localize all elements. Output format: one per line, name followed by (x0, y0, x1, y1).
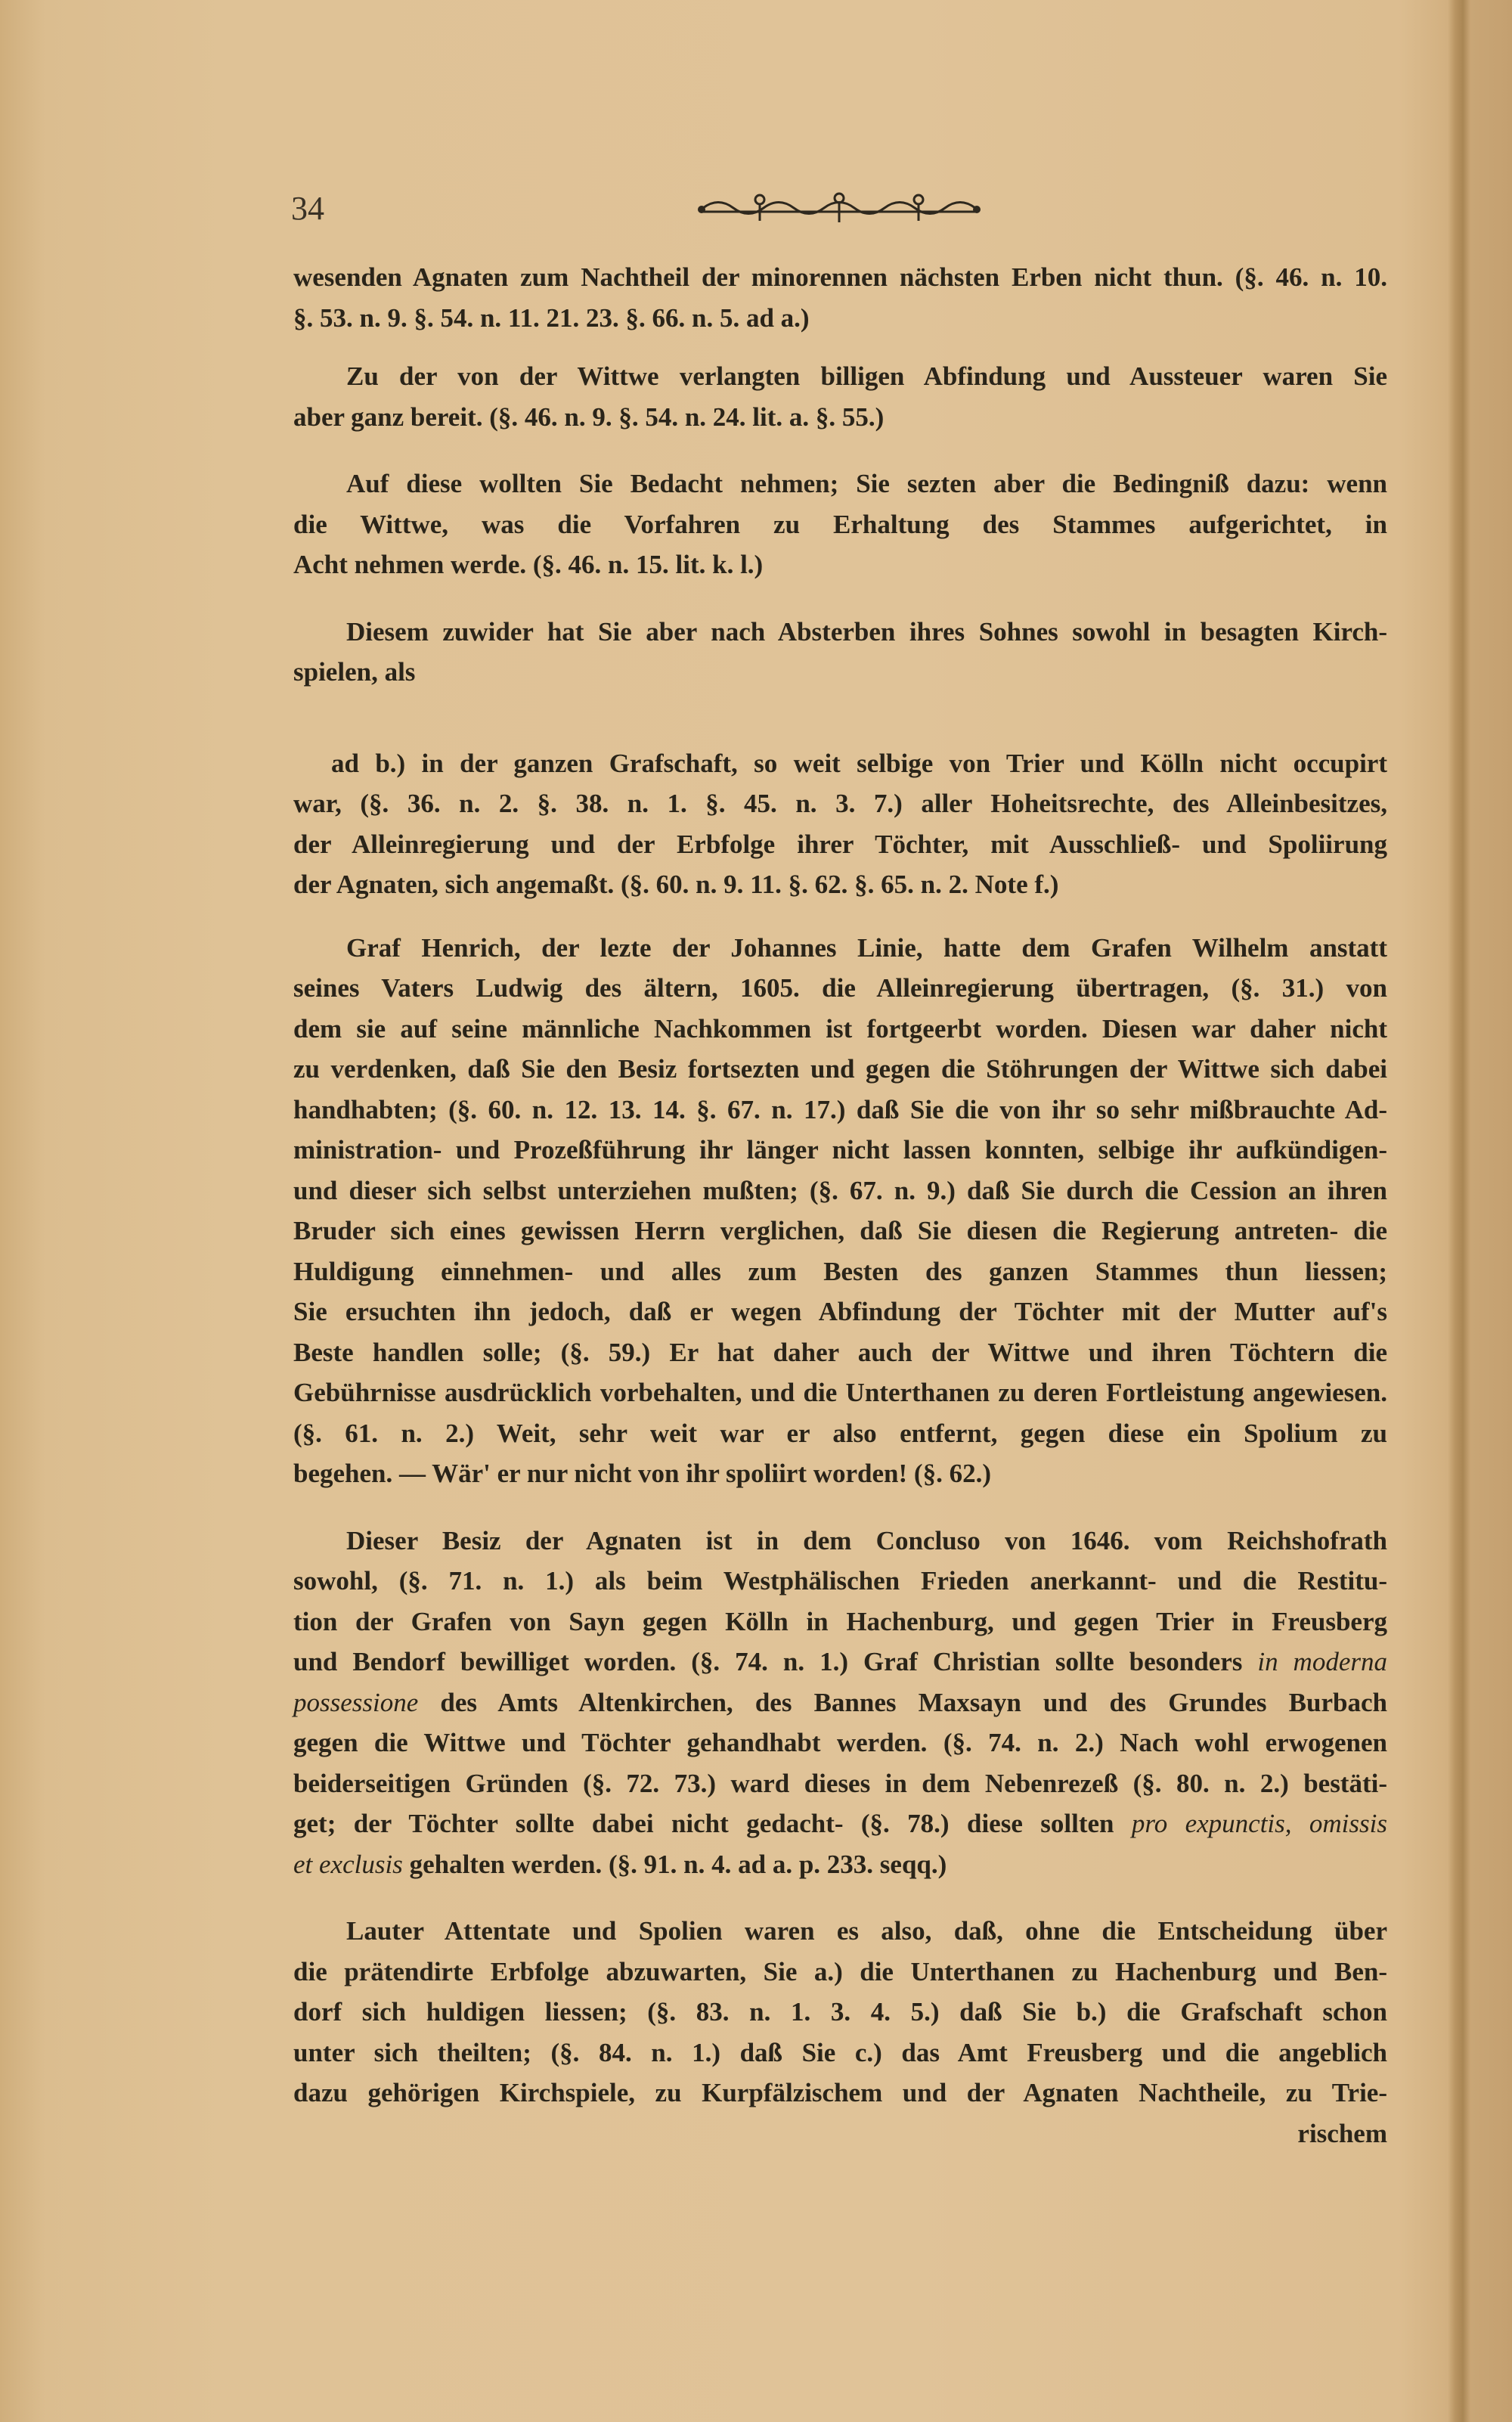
text-segment: und Bendorf bewilliget worden. (§. 74. n. 1.) Graf Christian sollte besonders (293, 1647, 1258, 1676)
text-line: unter sich theilten; (§. 84. n. 1.) daß Sie c.) das Amt Freusberg und die angeblich (293, 2037, 1387, 2067)
text-line: und dieser sich selbst unterziehen mußten; (§. 67. n. 9.) daß Sie durch die Cession an ihren (293, 1175, 1387, 1205)
text-line: Gebührnisse ausdrücklich vorbehalten, und die Unterthanen zu deren Fortleistung angewiesen. (293, 1378, 1387, 1407)
text-line: Graf Henrich, der lezte der Johannes Linie, hatte dem Grafen Wilhelm anstatt (346, 932, 1387, 963)
latin-italic-text: pro expunctis, omissis (1131, 1809, 1387, 1838)
text-line: Bruder sich eines gewissen Herrn verglichen, daß Sie diesen die Regierung antreten- die (293, 1216, 1387, 1245)
text-line: sowohl, (§. 71. n. 1.) als beim Westphälischen Frieden anerkannt- und die Restitu- (293, 1566, 1387, 1596)
text-line: Diesem zuwider hat Sie aber nach Absterben ihres Sohnes sowohl in besagten Kirch- (346, 616, 1387, 647)
paragraph (293, 928, 1387, 1494)
text-line: rischem (1297, 2118, 1387, 2148)
text-line: wesenden Agnaten zum Nachtheil der minorennen nächsten Erben nicht thun. (§. 46. n. 10. (293, 262, 1387, 292)
text-segment: gehalten werden. (§. 91. n. 4. ad a. p. 233. seqq.) (402, 1849, 947, 1879)
text-line: zu verdenken, daß Sie den Besiz fortsezten und gegen die Stöhrungen der Wittwe sich dabei (293, 1054, 1387, 1084)
text-line: Acht nehmen werde. (§. 46. n. 15. lit. k. l.) (293, 550, 764, 579)
paragraph (293, 257, 1387, 338)
paragraph (293, 1911, 1387, 2154)
page-number: 34 (291, 190, 324, 227)
text-segment: des Amts Altenkirchen, des Bannes Maxsayn und des Grundes Burbach (418, 1687, 1387, 1717)
text-line: die Wittwe, was die Vorfahren zu Erhaltung des Stammes aufgerichtet, in (293, 509, 1387, 539)
text-line: ad b.) in der ganzen Grafschaft, so weit selbige von Trier und Kölln nicht occupirt (331, 748, 1387, 778)
body-text (293, 257, 1387, 2154)
text-line: handhabten; (§. 60. n. 12. 13. 14. §. 67. n. 17.) daß Sie die von ihr so sehr mißbrauchte Ad- (293, 1094, 1387, 1124)
text-line: (§. 61. n. 2.) Weit, sehr weit war er also entfernt, gegen diese ein Spolium zu (293, 1418, 1387, 1448)
text-line: war, (§. 36. n. 2. §. 38. n. 1. §. 45. n. 3. 7.) aller Hoheitsrechte, des Alleinbesitzes, (293, 789, 1387, 818)
text-line (293, 1642, 1387, 1682)
text-segment: get; der Töchter sollte dabei nicht gedacht- (§. 78.) diese sollten (293, 1809, 1132, 1838)
paragraph (293, 612, 1387, 693)
text-line: dazu gehörigen Kirchspiele, zu Kurpfälzischem und der Agnaten Nachtheile, zu Trie- (293, 2078, 1387, 2107)
text-line: gegen die Wittwe und Töchter gehandhabt werden. (§. 74. n. 2.) Nach wohl erwogenen (293, 1728, 1387, 1757)
text-line: tion der Grafen von Sayn gegen Kölln in Hachenburg, und gegen Trier in Freusberg (293, 1606, 1387, 1636)
text-line: beiderseitigen Gründen (§. 72. 73.) ward dieses in dem Nebenrezeß (§. 80. n. 2.) bestäti- (293, 1768, 1387, 1798)
text-line: begehen. — Wär' er nur nicht von ihr spoliirt worden! (§. 62.) (293, 1459, 991, 1488)
text-line (293, 1803, 1387, 1844)
paragraph (293, 743, 1387, 905)
latin-italic-text: possessione (293, 1687, 419, 1717)
ornament-header (696, 189, 983, 227)
text-line: spielen, als (293, 657, 416, 687)
text-line: Sie ersuchten ihn jedoch, daß er wegen Abfindung der Töchter mit der Mutter auf's (293, 1297, 1387, 1326)
text-line: Dieser Besiz der Agnaten ist in dem Concluso von 1646. vom Reichshofrath (346, 1525, 1387, 1555)
text-line: der Alleinregierung und der Erbfolge ihrer Töchter, mit Ausschließ- und Spoliirung (293, 829, 1387, 859)
text-line: Lauter Attentate und Spolien waren es also, daß, ohne die Entscheidung über (346, 1916, 1387, 1946)
text-line (293, 1844, 1387, 1885)
text-line: Auf diese wollten Sie Bedacht nehmen; Sie sezten aber die Bedingniß dazu: wenn (346, 469, 1387, 498)
text-line: der Agnaten, sich angemaßt. (§. 60. n. 9. 11. §. 62. §. 65. n. 2. Note f.) (293, 870, 1059, 899)
text-line: seines Vaters Ludwig des ältern, 1605. die Alleinregierung übertragen, (§. 31.) von (293, 973, 1387, 1003)
paragraph (293, 356, 1387, 437)
text-line: aber ganz bereit. (§. 46. n. 9. §. 54. n. 24. lit. a. §. 55.) (293, 402, 885, 432)
text-line: §. 53. n. 9. §. 54. n. 11. 21. 23. §. 66. n. 5. ad a.) (293, 302, 810, 333)
paragraph (293, 464, 1387, 585)
latin-italic-text: et exclusis (293, 1849, 403, 1879)
text-line: Huldigung einnehmen- und alles zum Besten des ganzen Stammes thun liessen; (293, 1256, 1387, 1286)
text-line: ministration- und Prozeßführung ihr länger nicht lassen konnten, selbige ihr aufkündigen- (293, 1135, 1387, 1164)
text-line: dem sie auf seine männliche Nachkommen ist fortgeerbt worden. Diesen war daher nicht (293, 1013, 1387, 1044)
latin-italic-text: in moderna (1257, 1647, 1387, 1676)
text-line: die prätendirte Erbfolge abzuwarten, Sie a.) die Unterthanen zu Hachenburg und Ben- (293, 1956, 1387, 1986)
text-line (293, 1682, 1387, 1723)
text-line: dorf sich huldigen liessen; (§. 83. n. 1. 3. 4. 5.) daß Sie b.) die Grafschaft schon (293, 1997, 1387, 2027)
text-line: Beste handlen solle; (§. 59.) Er hat daher auch der Wittwe und ihren Töchtern die (293, 1337, 1387, 1367)
paragraph (293, 1521, 1387, 1885)
text-line: Zu der von der Wittwe verlangten billigen Abfindung und Aussteuer waren Sie (346, 361, 1387, 391)
